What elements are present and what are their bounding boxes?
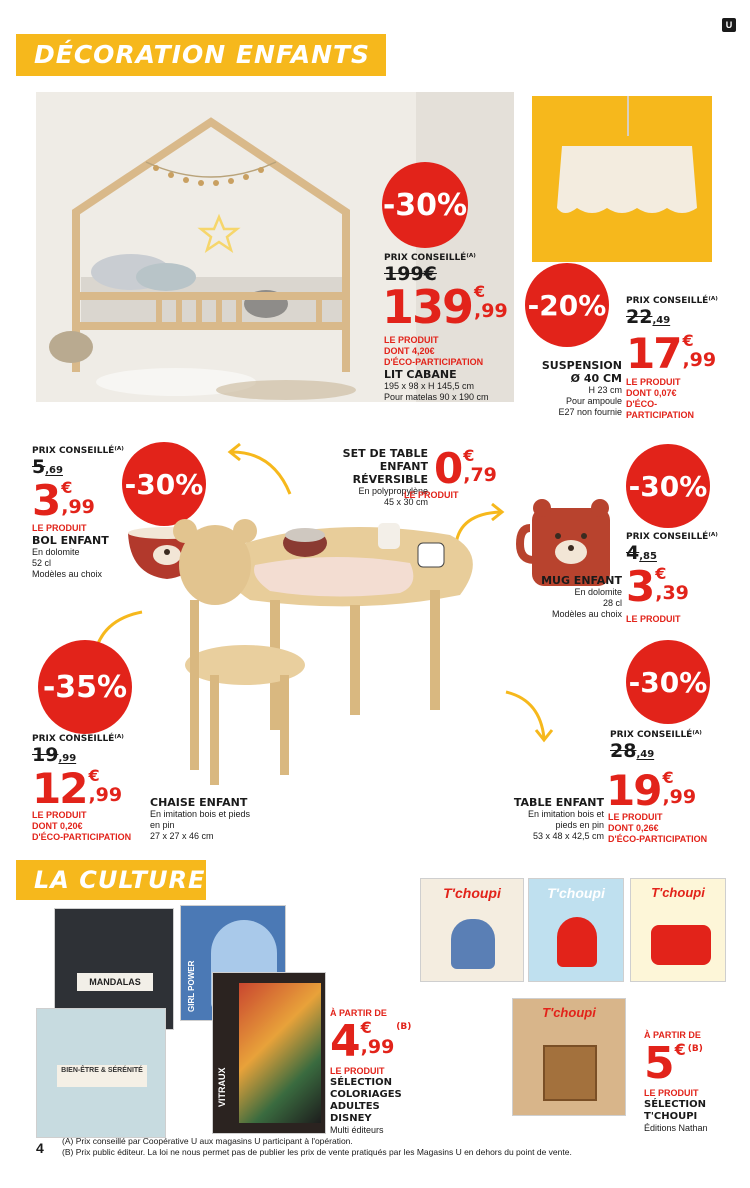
coloriages-a-partir: À PARTIR DE	[330, 1008, 387, 1018]
lamp-photo	[532, 96, 712, 262]
page-number: 4	[36, 1140, 44, 1156]
pendant-lamp-illustration	[532, 96, 712, 262]
old-price: 4,85	[626, 542, 657, 564]
discount-badge-suspension: -20%	[525, 263, 609, 347]
bol-details: LE PRODUIT BOL ENFANT En dolomite 52 cl Modèles au choix	[32, 523, 109, 579]
bol-price: 3 € ,99	[32, 476, 95, 525]
section-title: DÉCORATION ENFANTS	[34, 40, 371, 69]
u-logo-mark: U	[722, 18, 736, 32]
arrow-to-table	[500, 686, 560, 746]
old-price: 28,49	[610, 740, 655, 762]
old-price: 199€	[384, 263, 437, 285]
suspension-old-block: PRIX CONSEILLÉ⁽ᴬ⁾ 22,49	[626, 296, 736, 331]
section-banner-culture	[16, 860, 206, 900]
set-table-price: 0 € ,79	[434, 444, 497, 493]
suspension-details: SUSPENSION Ø 40 CM H 23 cm Pour ampoule E27 non fournie	[541, 359, 622, 417]
suspension-eco: LE PRODUIT DONT 0,07€ D'ÉCO- PARTICIPATION	[626, 377, 694, 420]
mug-old-block: PRIX CONSEILLÉ⁽ᴬ⁾ 4,85	[626, 532, 736, 567]
suspension-price: 17 € ,99	[626, 329, 717, 378]
chaise-details: CHAISE ENFANT En imitation bois et pieds en pin 27 x 27 x 46 cm	[150, 796, 251, 841]
set-table-details: SET DE TABLE ENFANT RÉVERSIBLE En polypropylène 45 x 30 cm	[342, 447, 428, 507]
chaise-price: 12 € ,99	[32, 764, 123, 813]
book-tchoupi-1: T'choupi	[420, 878, 524, 982]
chaise-old-block: PRIX CONSEILLÉ⁽ᴬ⁾ 19,99	[32, 734, 152, 769]
discount-badge-bol: -30%	[122, 442, 206, 526]
chaise-eco: LE PRODUIT DONT 0,20€ D'ÉCO-PARTICIPATION	[32, 810, 132, 842]
book-bien-etre: BIEN-ÊTRE & SÉRÉNITÉ	[36, 1008, 166, 1138]
discount-badge-table: -30%	[626, 640, 710, 724]
coloriages-details: LE PRODUIT SÉLECTION COLORIAGES ADULTES DISNEY Multi éditeurs	[330, 1066, 402, 1135]
footer-notes: (A) Prix conseillé par Coopérative U aux magasins U participant à l'opération. (B) Prix public éditeur. La loi ne nous permet pas de publier les prix de vente pratiqués par les Magasins U en dehors du point de vente.	[62, 1136, 572, 1157]
lit-details: LE PRODUIT DONT 4,20€ D'ÉCO-PARTICIPATION LIT CABANE 195 x 98 x H 145,5 cm Pour matelas 90 x 190 cm	[384, 335, 534, 403]
tchoupi-a-partir: À PARTIR DE	[644, 1030, 701, 1040]
coloriages-price: 4 € ,99 (B)	[330, 1016, 412, 1067]
arrow-to-bowl	[218, 442, 298, 502]
set-table-le-produit: LE PRODUIT	[404, 490, 459, 500]
book-tchoupi-4: T'choupi	[512, 998, 626, 1116]
book-vitraux: VITRAUX	[212, 972, 326, 1134]
old-price: 22,49	[626, 306, 671, 328]
book-girl-power: GIRL POWER	[180, 905, 286, 1021]
mug-le-produit: LE PRODUIT	[626, 614, 681, 624]
lit-price: 139 € ,99	[382, 280, 508, 334]
tchoupi-details: LE PRODUIT SÉLECTION T'CHOUPI Éditions Nathan	[644, 1088, 708, 1133]
mug-price: 3 € ,39	[626, 562, 689, 611]
product-name: LIT CABANE	[384, 368, 457, 381]
mug-details: MUG ENFANT En dolomite 28 cl Modèles au choix	[541, 574, 622, 619]
old-price: 19,99	[32, 744, 77, 766]
book-mandalas: MANDALAS	[54, 908, 174, 1030]
discount-badge-mug: -30%	[626, 444, 710, 528]
tchoupi-price: 5 € (B)	[644, 1038, 703, 1089]
bol-old-block: PRIX CONSEILLÉ⁽ᴬ⁾ 5,69	[32, 446, 142, 481]
table-eco: LE PRODUIT DONT 0,26€ D'ÉCO-PARTICIPATION	[608, 812, 708, 844]
table-old-block: PRIX CONSEILLÉ⁽ᴬ⁾ 28,49	[610, 730, 730, 765]
discount-badge-chaise: -35%	[38, 640, 132, 734]
section-title: LA CULTURE	[34, 866, 206, 894]
table-price: 19 € ,99	[606, 766, 697, 815]
section-banner-decoration	[16, 34, 386, 76]
book-tchoupi-2: T'choupi	[528, 878, 624, 982]
old-price: 5,69	[32, 456, 63, 478]
prix-conseille-label: PRIX CONSEILLÉ⁽ᴬ⁾	[384, 253, 476, 263]
book-tchoupi-3: T'choupi	[630, 878, 726, 982]
discount-badge-lit: -30%	[382, 162, 468, 248]
table-details: TABLE ENFANT En imitation bois et pieds en pin 53 x 48 x 42,5 cm	[513, 796, 604, 841]
table-chair-illustration	[160, 505, 500, 795]
